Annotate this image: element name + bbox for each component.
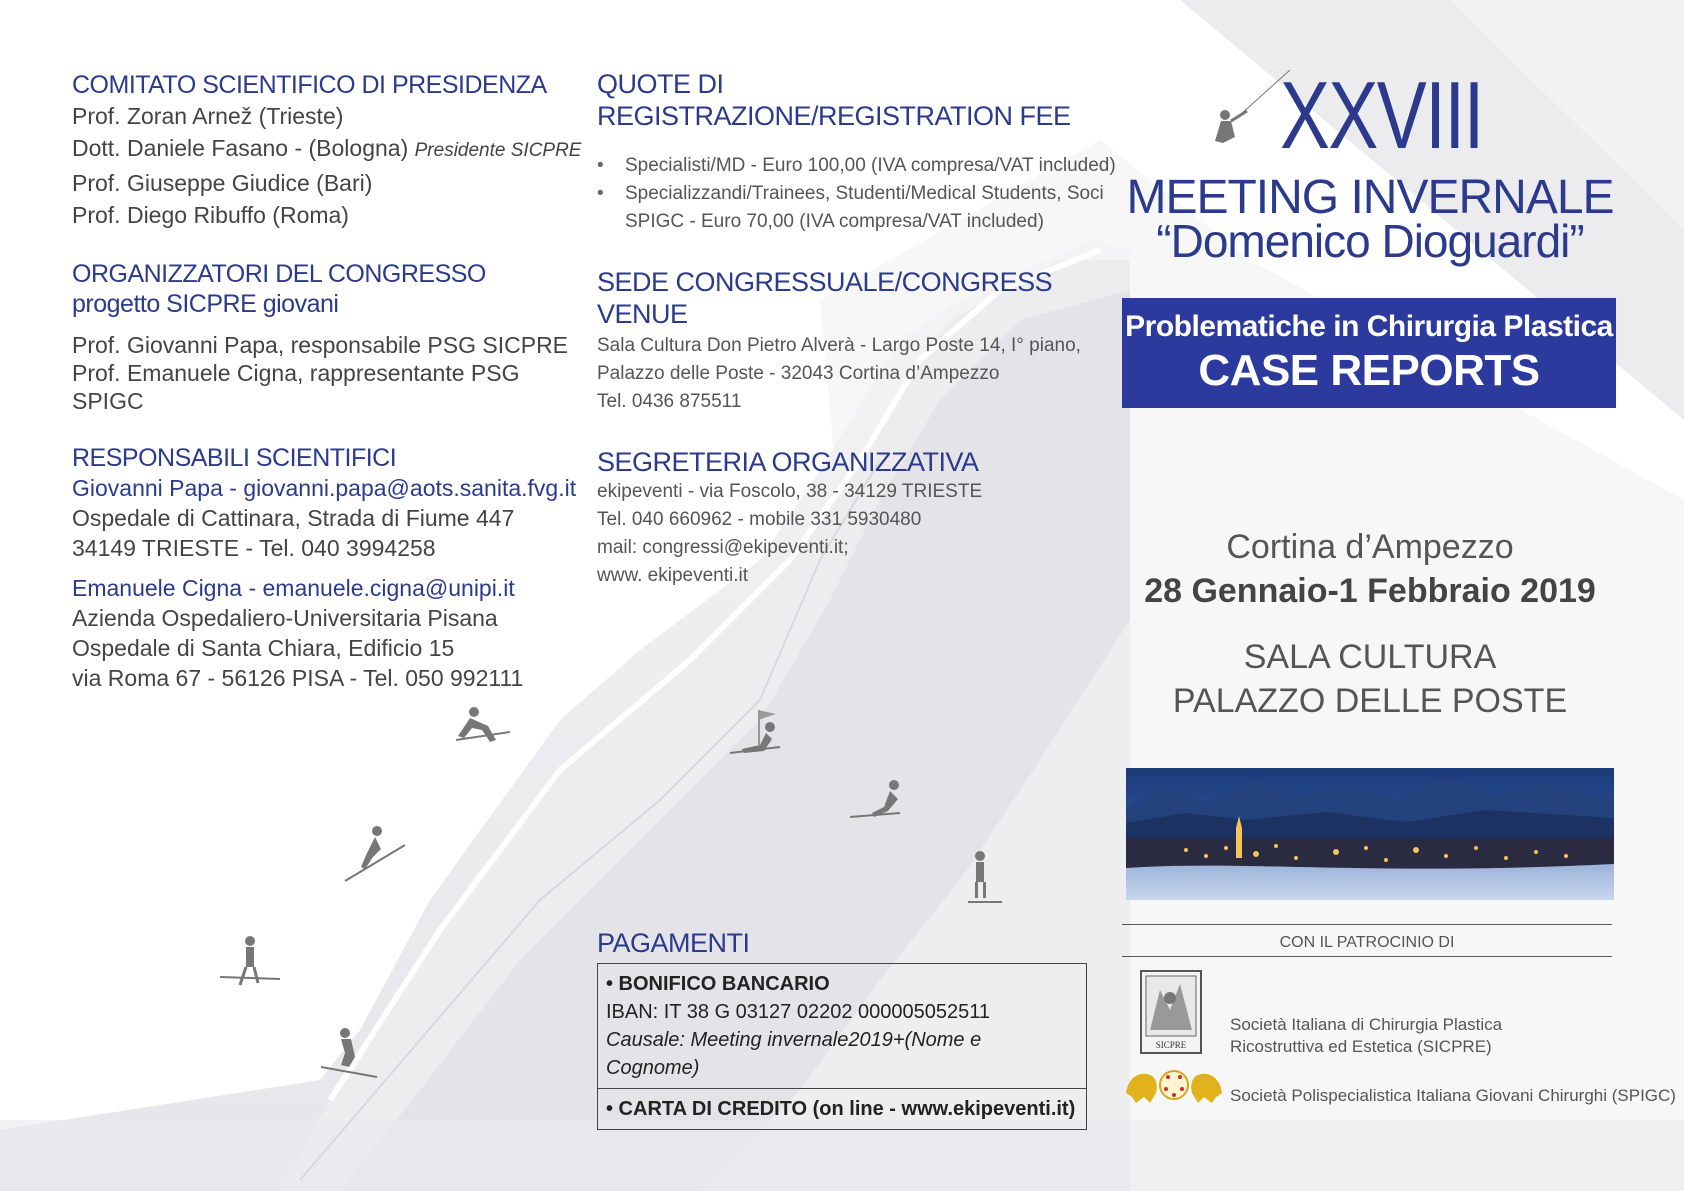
comitato-line: Prof. Diego Ribuffo (Roma) (72, 202, 349, 228)
event-venue-building: PALAZZO DELLE POSTE (1172, 682, 1568, 720)
spigc-name: Società Polispecialistica Italiana Giovani Chirurghi (SPIGC) (1230, 1086, 1676, 1105)
segreteria-line: Tel. 040 660962 - mobile 331 5930480 (597, 509, 922, 530)
sicpre-name (1230, 1014, 1502, 1058)
comitato-heading: COMITATO SCIENTIFICO DI PRESIDENZA (72, 71, 547, 99)
banner-title: CASE REPORTS (1198, 346, 1540, 395)
papa-phone: 34149 TRIESTE - Tel. 040 3994258 (72, 535, 436, 561)
cigna-contact[interactable]: Emanuele Cigna - emanuele.cigna@unipi.it (72, 575, 515, 601)
organizzatori-subheading: progetto SICPRE giovani (72, 290, 339, 318)
divider (1122, 956, 1612, 957)
sede-line: Palazzo delle Poste - 32043 Cortina d’Ampezzo (597, 363, 1000, 384)
cigna-address: Ospedale di Santa Chiara, Edificio 15 (72, 635, 455, 661)
comitato-line: Dott. Daniele Fasano - (Bologna) Presidente SICPRE (72, 135, 582, 161)
event-dates: 28 Gennaio-1 Febbraio 2019 (1144, 572, 1596, 610)
cortina-night-photo (1126, 768, 1614, 900)
cigna-address: via Roma 67 - 56126 PISA - Tel. 050 992111 (72, 665, 524, 691)
quote-list (597, 152, 1117, 236)
organizzatori-section (72, 259, 592, 415)
middle-column (597, 68, 1117, 620)
org-line: Ricostruttiva ed Estetica (SICPRE) (1230, 1037, 1492, 1056)
quote-heading: QUOTE DI REGISTRAZIONE/REGISTRATION FEE (597, 69, 1071, 131)
left-column (72, 70, 592, 721)
list-item: • Specializzandi/Trainees, Studenti/Medical Students, Soci SPIGC - Euro 70,00 (IVA compresa/VAT included) (597, 180, 1117, 236)
pagamenti-heading: PAGAMENTI (597, 928, 750, 958)
event-city: Cortina d’Ampezzo (1226, 528, 1514, 566)
patrocinio-label: CON IL PATROCINIO DI (1279, 934, 1455, 951)
sede-line: Tel. 0436 875511 (597, 391, 742, 412)
causale-text: Causale: Meeting invernale2019+(Nome e Cognome) (606, 1029, 982, 1079)
papa-address: Ospedale di Cattinara, Strada di Fiume 447 (72, 505, 515, 531)
event-venue: SALA CULTURA (1243, 638, 1497, 676)
comitato-line: Prof. Zoran Arnež (Trieste) (72, 103, 344, 129)
org-line: Società Italiana di Chirurgia Plastica (1230, 1015, 1503, 1034)
sede-line: Sala Cultura Don Pietro Alverà - Largo Poste 14, I° piano, (597, 335, 1081, 356)
organizzatori-heading: ORGANIZZATORI DEL CONGRESSO (72, 260, 486, 288)
segreteria-website[interactable]: www. ekipeventi.it (597, 565, 749, 586)
responsabili-section (72, 443, 592, 693)
segreteria-heading: SEGRETERIA ORGANIZZATIVA (597, 447, 979, 477)
banner-topic: Problematiche in Chirurgia Plastica (1125, 310, 1613, 343)
sede-section (597, 266, 1117, 416)
sicpre-logo (1140, 970, 1202, 1054)
cigna-address: Azienda Ospedaliero-Universitaria Pisana (72, 605, 498, 631)
quote-section (597, 68, 1117, 236)
comitato-section (72, 70, 592, 231)
topic-banner (1122, 298, 1616, 408)
meeting-title: MEETING INVERNALE (1126, 171, 1614, 224)
divider (1122, 924, 1612, 925)
iban-text: IBAN: IT 38 G 03127 02202 000005052511 (606, 1001, 991, 1023)
seal-text: SICPRE (1155, 1040, 1187, 1050)
sede-heading: SEDE CONGRESSUALE/CONGRESS VENUE (597, 267, 1053, 329)
carta-detail[interactable]: (on line - www.ekipeventi.it) (807, 1098, 1076, 1120)
edition-number: XXVIII (1280, 62, 1483, 169)
carta-label: • CARTA DI CREDITO (606, 1098, 808, 1120)
bonifico-box (597, 963, 1087, 1089)
list-item: • Specialisti/MD - Euro 100,00 (IVA compresa/VAT included) (597, 152, 1117, 180)
responsabili-heading: RESPONSABILI SCIENTIFICI (72, 444, 397, 472)
papa-contact[interactable]: Giovanni Papa - giovanni.papa@aots.sanita.fvg.it (72, 475, 577, 501)
comitato-line: Prof. Giuseppe Giudice (Bari) (72, 170, 373, 196)
presidente-note: Presidente SICPRE (414, 140, 582, 161)
carta-box (597, 1089, 1087, 1130)
segreteria-section (597, 446, 1117, 590)
segreteria-line: ekipeventi - via Foscolo, 38 - 34129 TRIESTE (597, 481, 983, 502)
segreteria-email[interactable]: mail: congressi@ekipeventi.it; (597, 537, 849, 558)
meeting-subtitle: “Domenico Dioguardi” (1156, 215, 1584, 267)
organizzatori-line: Prof. Emanuele Cigna, rappresentante PSG SPIGC (72, 360, 520, 414)
organizzatori-line: Prof. Giovanni Papa, responsabile PSG SICPRE (72, 332, 569, 358)
bonifico-label: • BONIFICO BANCARIO (606, 973, 830, 995)
spigc-logo (1122, 1063, 1226, 1107)
pagamenti-section (597, 928, 1087, 1130)
